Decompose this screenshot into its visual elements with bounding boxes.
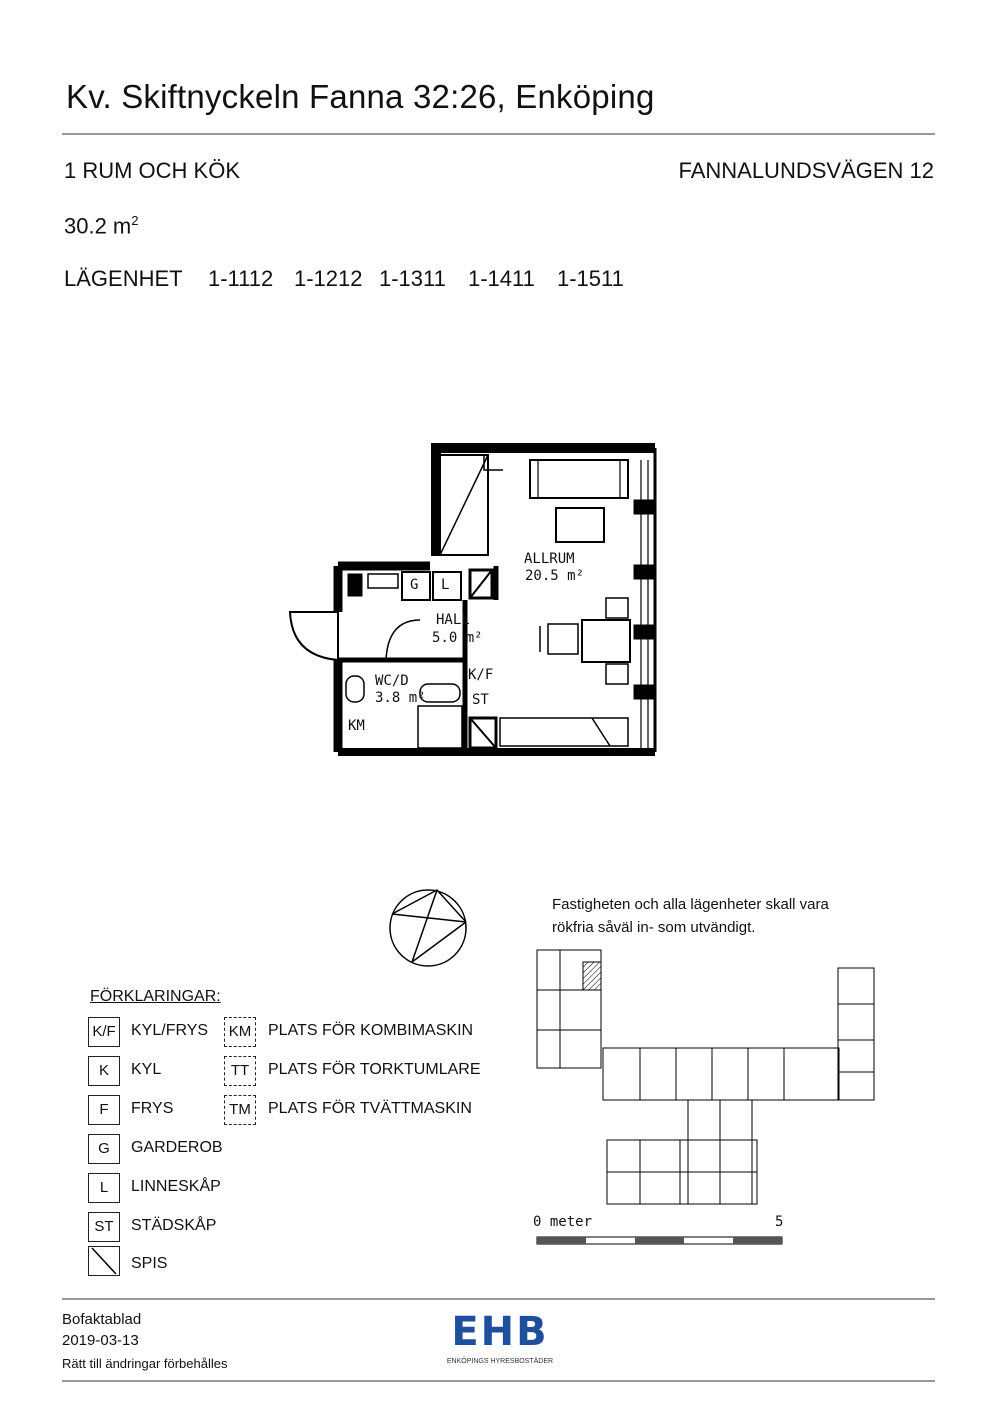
legend-code: TM (224, 1095, 256, 1125)
room-area-wc: 3.8 m² (375, 690, 426, 706)
ehb-logo (440, 1309, 560, 1365)
smoke-notice-line1: Fastigheten och alla lägenheter skall vara (552, 896, 829, 913)
legend-text: LINNESKÅP (131, 1178, 221, 1195)
site-plan (537, 950, 874, 1204)
window-mullion (634, 565, 656, 579)
legend-code: L (88, 1173, 120, 1203)
legend-code: F (88, 1095, 120, 1125)
dining-table (582, 620, 630, 662)
legend-code: K/F (88, 1017, 120, 1047)
room-area-hall: 5.0 m² (432, 630, 483, 646)
legend-code: TT (224, 1056, 256, 1086)
scale-start-label: 0 meter (533, 1214, 593, 1230)
wall-north (436, 448, 655, 556)
plan-label-l: L (441, 577, 450, 593)
plan-label-km: KM (348, 718, 365, 734)
apartment-number: 1-1311 (379, 266, 446, 291)
doc-type: Bofaktablad (62, 1311, 142, 1328)
legend-text: KYL/FRYS (131, 1022, 209, 1039)
legend-code: ST (88, 1212, 120, 1242)
room-label-wc: WC/D (375, 673, 409, 689)
legend-title: FÖRKLARINGAR: (90, 988, 221, 1005)
scale-bar (537, 1237, 782, 1244)
legend-text: SPIS (131, 1255, 168, 1272)
legend-text: KYL (131, 1061, 162, 1078)
window-mullion (634, 685, 656, 699)
sofa (530, 460, 628, 498)
coffee-table (556, 508, 604, 542)
logo-subtitle: ENKÖPINGS HYRESBOSTÄDER (446, 1358, 554, 1365)
page-title: Kv. Skiftnyckeln Fanna 32:26, Enköping (66, 78, 655, 115)
entry-door (290, 612, 338, 660)
legend-code: K (88, 1056, 120, 1086)
legend-text: PLATS FÖR TVÄTTMASKIN (268, 1100, 472, 1117)
legend-text: PLATS FÖR TORKTUMLARE (268, 1061, 481, 1078)
plan-label-g: G (410, 577, 419, 593)
legend-text: PLATS FÖR KOMBIMASKIN (268, 1022, 474, 1039)
legend-text: STÄDSKÅP (131, 1217, 217, 1234)
apartment-type: 1 RUM OCH KÖK (64, 158, 241, 183)
area-sup: 2 (131, 213, 139, 228)
window-mullion (634, 625, 656, 639)
legend-code-stove (88, 1246, 120, 1276)
room-area-allrum: 20.5 m² (525, 568, 585, 584)
legend-code: KM (224, 1017, 256, 1047)
room-label-hall: HALL (436, 612, 470, 628)
legend-text: FRYS (131, 1100, 174, 1117)
smoke-notice-line2: rökfria såväl in- som utvändigt. (552, 919, 756, 936)
apartment-label: LÄGENHET (64, 266, 183, 291)
logo-mark: EHB (451, 1309, 549, 1355)
apartment-number: 1-1212 (294, 266, 363, 291)
north-arrow-icon (390, 890, 466, 966)
legend-text: GARDEROB (131, 1139, 223, 1156)
legend-code: G (88, 1134, 120, 1164)
apartment-number: 1-1411 (468, 266, 535, 291)
plan-label-kf: K/F (468, 667, 494, 683)
window-mullion (634, 500, 656, 514)
plan-label-st: ST (472, 692, 489, 708)
room-label-allrum: ALLRUM (524, 551, 575, 567)
apartment-number: 1-1112 (208, 266, 274, 291)
area-value: 30.2 m (64, 213, 132, 239)
disclaimer: Rätt till ändringar förbehålles (62, 1356, 228, 1371)
address: FANNALUNDSVÄGEN 12 (678, 158, 934, 183)
doc-date: 2019-03-13 (62, 1332, 139, 1349)
scale-end-label: 5 (775, 1214, 784, 1230)
apartment-number: 1-1511 (557, 266, 624, 291)
